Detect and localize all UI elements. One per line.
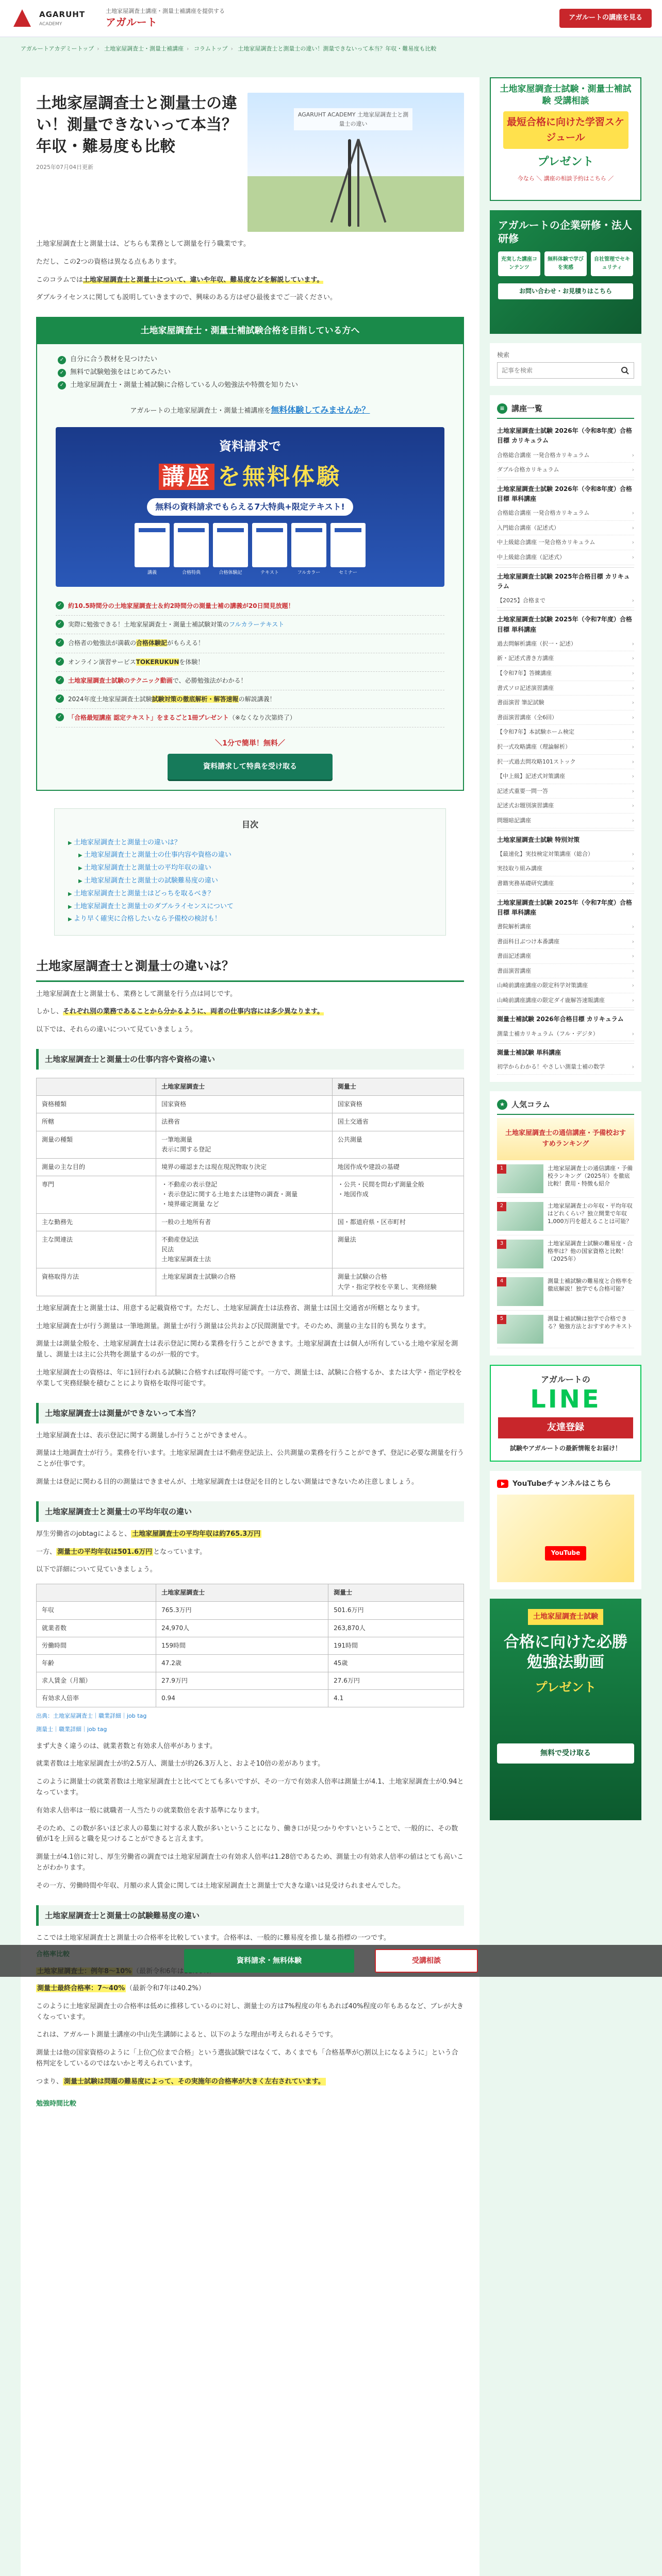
- table-cell: ・不動産の表示登記 ・表示登記に関する土地または建物の調査・測量 ・境界確定測量 など: [156, 1176, 333, 1214]
- toc-item[interactable]: ▶ 土地家屋調査士と測量士はどっちを取るべき？: [68, 888, 432, 901]
- search-icon[interactable]: [616, 363, 634, 378]
- free-trial-banner[interactable]: [56, 427, 444, 587]
- article-intro: [36, 239, 464, 303]
- course-item[interactable]: 択一式攻略講座（理論解析） ›: [497, 740, 634, 755]
- book-icon: 合格体験記: [213, 523, 248, 567]
- popular-column-item[interactable]: [497, 1160, 634, 1198]
- book-icon: フルカラー: [291, 523, 326, 567]
- banner-line3: 無料の資料請求でもらえる7大特典+限定テキスト!: [147, 498, 353, 516]
- hero-image: [247, 93, 464, 232]
- rank-number: 4: [497, 1277, 506, 1286]
- table-row: [37, 1654, 464, 1672]
- column-thumbnail: [497, 1315, 543, 1344]
- check-icon: ✓: [56, 676, 64, 684]
- table-cell: 24,970人: [156, 1619, 328, 1637]
- table-header-row: 土地家屋調査士 測量士: [37, 1584, 464, 1602]
- table-row: [37, 1619, 464, 1637]
- check-icon: ✓: [56, 638, 64, 647]
- course-item[interactable]: 中上級総合講座 一発合格カリキュラム ›: [497, 535, 634, 550]
- table-cell: 測量法: [332, 1231, 464, 1268]
- banner-line1: 資料請求で: [219, 438, 281, 453]
- table-cell: 公共測量: [332, 1131, 464, 1158]
- course-category[interactable]: 土地家屋調査士試験 2026年（令和8年度）合格目標 単科講座: [497, 480, 634, 506]
- popular-column-item[interactable]: [497, 1273, 634, 1311]
- course-item[interactable]: 【令和7年】答練講座 ›: [497, 666, 634, 681]
- paragraph: このように測量士の就業者数は土地家屋調査士と比べてとても多いですが、その一方で有効求人倍率は測量士が4.1、土地家屋調査士が0.94となっています。: [36, 1778, 464, 1797]
- toc-item[interactable]: ▶ 土地家屋調査士と測量士のダブルライセンスについて: [68, 901, 432, 913]
- header-cta-button[interactable]: アガルートの講座を見る: [559, 9, 652, 28]
- course-category[interactable]: 土地家屋調査士試験 2025年（令和7年度）合格目標 単科講座: [497, 610, 634, 636]
- rank-number: 5: [497, 1315, 506, 1324]
- study-time-heading: 勉強時間比較: [36, 2099, 77, 2108]
- course-item[interactable]: 合格総合講座 一発合格カリキュラム ›: [497, 448, 634, 463]
- check-icon: ✓: [56, 694, 64, 703]
- benefit-list: [37, 592, 463, 730]
- youtube-widget: [490, 1471, 641, 1589]
- column-title: 測量士補試験の難易度と合格率を徹底解説！独学でも合格可能？: [548, 1277, 633, 1293]
- course-category[interactable]: 測量士補試験 単科講座: [497, 1043, 634, 1060]
- table-cell: 45歳: [328, 1654, 464, 1672]
- paragraph: 測量士が4.1倍に対し、厚生労働省の調査では土地家屋調査士の有効求人倍率は1.28倍であるため、測量士の有効求人倍率の値はとても高いことがわかります。: [36, 1853, 464, 1872]
- consultation-ad[interactable]: [490, 77, 641, 201]
- youtube-thumbnail[interactable]: [497, 1495, 634, 1582]
- check-icon: ✓: [56, 657, 64, 666]
- course-item[interactable]: 【中上級】記述式対策講座 ›: [497, 769, 634, 784]
- table-cell: 年収: [37, 1602, 156, 1619]
- table-cell: 263,870人: [328, 1619, 464, 1637]
- logo-text: AGARUHT: [39, 10, 86, 20]
- table-cell: 求人賃金（月額）: [37, 1672, 156, 1690]
- rank-number: 2: [497, 1202, 506, 1211]
- table-header-row: 土地家屋調査士 測量士: [37, 1078, 464, 1095]
- table-cell: 資格種類: [37, 1096, 156, 1113]
- site-header: [0, 0, 662, 37]
- breadcrumb-column[interactable]: コラムトップ: [193, 45, 228, 52]
- paragraph: このように土地家屋調査士の合格率は低めに推移しているのに対し、測量士の方は7%程度の年もあれば40%程度の年もあるなど、ブレが大きくなっています。: [36, 2002, 464, 2021]
- table-cell: 国土交通省: [332, 1113, 464, 1131]
- paragraph: 土地家屋調査士は、表示登記に関する測量しか行うことができません。: [36, 1431, 251, 1439]
- breadcrumb-separator: ›: [187, 45, 189, 52]
- table-row: [37, 1176, 464, 1214]
- ad-highlight: 最短合格に向けた学習スケジュール: [503, 111, 628, 149]
- column-title: 測量士補試験は独学で合格できる？勉強方法とおすすめテキスト: [548, 1315, 633, 1330]
- course-category[interactable]: 土地家屋調査士試験 特別対策: [497, 831, 634, 847]
- benefit-item: ✓ 「合格最短講座 認定テキスト」をまるごと1冊プレゼント（※なくなり次第終了）: [56, 709, 444, 727]
- ad-button[interactable]: 無料で受け取る: [497, 1743, 634, 1763]
- banner-line2: 講座 を無料体験: [61, 459, 439, 495]
- table-row: [37, 1096, 464, 1113]
- ad-title: アガルートの企業研修・法人研修: [498, 219, 632, 245]
- cta-heading: 土地家屋調査士・測量士補試験合格を目指している方へ: [37, 318, 463, 344]
- paragraph: 以下では、それらの違いについて見ていきましょう。: [36, 1026, 197, 1034]
- intro-paragraph: ただし、この2つの資格は異なる点もあります。: [36, 258, 181, 266]
- benefit-item: ✓ 実際に勉強できる！土地家屋調査士・測量士補試験対策のフルカラーテキスト: [56, 616, 444, 634]
- table-cell: 地図作成や建設の基礎: [332, 1158, 464, 1176]
- section-heading: 土地家屋調査士と測量士の違いは？: [36, 956, 464, 981]
- course-item[interactable]: 書式ソロ記述演習講座 ›: [497, 681, 634, 696]
- breadcrumb-current: 土地家屋調査士と測量士の違い！測量できないって本当？年収・難易度も比較: [238, 45, 437, 52]
- course-item[interactable]: 【2025】合格まで ›: [497, 594, 634, 608]
- course-item[interactable]: 書面演習講座（全6回） ›: [497, 710, 634, 725]
- rank-number: 3: [497, 1240, 506, 1249]
- table-cell: 国家資格: [332, 1096, 464, 1113]
- course-item[interactable]: 入門総合講座（記述式） ›: [497, 521, 634, 536]
- course-item[interactable]: 過去問解析講座（択一・記述） ›: [497, 637, 634, 652]
- table-cell: 国・都道府県・区市町村: [332, 1213, 464, 1231]
- column-thumbnail: [497, 1164, 543, 1193]
- course-category[interactable]: 土地家屋調査士試験 2025年合格目標 カリキュラム: [497, 567, 634, 594]
- paragraph: 一方、 測量士の平均年収は501.6万円 となっています。: [36, 1548, 207, 1556]
- intro-paragraph: このコラムでは土地家屋調査士と測量士について、違いや年収、難易度などを解説しています。: [36, 276, 324, 284]
- course-item[interactable]: 書院解析講座 ›: [497, 920, 634, 935]
- popular-column-item[interactable]: [497, 1198, 634, 1235]
- table-cell: 191時間: [328, 1637, 464, 1654]
- course-item[interactable]: 択一式過去問攻略101ストック ›: [497, 755, 634, 770]
- cta-question-link[interactable]: 無料体験してみませんか？: [271, 404, 370, 415]
- inquiry-button[interactable]: お問い合わせ・お見積りはこちら: [498, 283, 633, 299]
- table-cell: 就業者数: [37, 1619, 156, 1637]
- corporate-training-ad[interactable]: [490, 210, 641, 334]
- column-title: 土地家屋調査士試験の難易度・合格率は？他の国家資格と比較！（2025年）: [548, 1240, 633, 1263]
- paragraph: しかし、それぞれ別の業務であることから分かるように、両者の仕事内容には多少異なります。: [36, 1008, 324, 1016]
- table-cell: 主な関連法: [37, 1231, 156, 1268]
- column-thumbnail: [497, 1202, 543, 1231]
- check-icon: ✓: [56, 601, 64, 609]
- table-cell: 境界の確認または現在現況物取り決定: [156, 1158, 333, 1176]
- line-ad-logo: LINE: [530, 1385, 601, 1414]
- course-item[interactable]: ダブル合格カリキュラム ›: [497, 463, 634, 478]
- cta-checklist: [37, 344, 463, 401]
- subsection-heading: 土地家屋調査士と測量士の仕事内容や資格の違い: [36, 1049, 464, 1070]
- line-ad-register: 友達登録: [498, 1417, 633, 1438]
- youtube-title: YouTubeチャンネルはこちら: [497, 1478, 634, 1489]
- table-cell: 年齢: [37, 1654, 156, 1672]
- breadcrumb-course[interactable]: 土地家屋調査士・測量士補講座: [104, 45, 184, 52]
- cta-lead: ＼1分で簡単！無料／: [215, 739, 285, 748]
- table-row: [37, 1158, 464, 1176]
- sticky-cta-bar: [0, 1945, 662, 1977]
- paragraph: つまり、 測量士試験は問題の難易度によって、その実施年の合格率が大きく左右されています。: [36, 2077, 325, 2086]
- table-cell: 501.6万円: [328, 1602, 464, 1619]
- paragraph: 以下で詳細について見ていきましょう。: [36, 1566, 157, 1574]
- header-brand-name[interactable]: アガルート: [106, 15, 157, 28]
- course-item[interactable]: 書面記述講座 ›: [497, 949, 634, 964]
- ad-title: 土地家屋調査士試験・測量士補試験 受講相談: [500, 84, 632, 106]
- course-item[interactable]: 書面演習 筆記試験 ›: [497, 696, 634, 710]
- header-brand: [106, 8, 225, 28]
- table-cell: 一筆地測量 表示に関する登記: [156, 1131, 333, 1158]
- popular-columns: [490, 1091, 641, 1355]
- course-item[interactable]: 【令和7年】本試験ホーム検定 ›: [497, 725, 634, 740]
- request-materials-button[interactable]: 資料請求して特典を受け取る: [168, 754, 333, 779]
- check-icon: ✓: [58, 381, 66, 389]
- table-cell: 27.9万円: [156, 1672, 328, 1690]
- intro-paragraph: 土地家屋調査士と測量士は、どちらも業務として測量を行う職業です。: [36, 240, 250, 248]
- logo-sub: ACADEMY: [39, 22, 62, 27]
- paragraph: 土地家屋調査士の資格は、年に1回行われる試験に合格すれば取得可能です。一方で、測量士は、試験に合格するか、または大学・指定学校を卒業して実務経験を積むことにより資格を取得可能です。: [36, 1368, 462, 1387]
- surveying-instrument-icon: [348, 139, 351, 227]
- paragraph: そのため、この数が多いほど求人の募集に対する求人数が多いということになり、働き口が見つかりやすいということで、一般的に、その数値が1を上回ると職を見つけることができると言えます。: [36, 1824, 458, 1843]
- table-cell: 159時間: [156, 1637, 328, 1654]
- table-cell: 27.6万円: [328, 1672, 464, 1690]
- subsection-heading: 土地家屋調査士と測量士の試験難易度の違い: [36, 1905, 464, 1926]
- column-title: 土地家屋調査士の年収・平均年収はどれくらい？独立開業で年収1,000万円を超えることは可能？: [548, 1202, 633, 1225]
- search-widget: [490, 343, 641, 386]
- toc-item[interactable]: ▶ 土地家屋調査士と測量士の違いは？: [68, 837, 432, 850]
- table-cell: 0.94: [156, 1690, 328, 1707]
- check-item: ✓ 土地家屋調査士・測量士補試験に合格している人の勉強法や特徴を知りたい: [58, 380, 442, 391]
- course-category[interactable]: 土地家屋調査士試験 2025年（令和7年度）合格目標 単科講座: [497, 893, 634, 920]
- sticky-consult-button[interactable]: 受講相談: [375, 1949, 478, 1973]
- ad-feature: 充実した講座コンテンツ: [498, 251, 540, 276]
- breadcrumb-separator: ›: [230, 45, 233, 52]
- table-cell: 4.1: [328, 1690, 464, 1707]
- popular-column-item[interactable]: [497, 1235, 634, 1273]
- subsection-heading: 土地家屋調査士は測量ができないって本当？: [36, 1403, 464, 1423]
- crown-icon: ★: [497, 1099, 507, 1110]
- course-list-title: ≡ 講座一覧: [497, 402, 634, 419]
- ranking-banner[interactable]: 土地家屋調査士の通信講座・予備校おすすめランキング: [497, 1118, 634, 1160]
- site-logo[interactable]: [10, 8, 85, 29]
- toc-item[interactable]: ▶ より早く確実に合格したいなら予備校の検討も！: [68, 913, 432, 926]
- check-item: ✓ 自分に合う教材を見つけたい: [58, 354, 442, 365]
- benefit-item: ✓ 2024年度土地家屋調査士試験試験対策の徹底解析・解答速報の解説講義！: [56, 690, 444, 709]
- book-icon: テキスト・解説講義: [135, 523, 170, 567]
- table-row: [37, 1268, 464, 1296]
- ad-feature: 自社管理でセキュリティ: [591, 251, 633, 276]
- source-link[interactable]: 測量士｜職業詳細｜job tag: [36, 1726, 107, 1733]
- cta-question: アガルートの土地家屋調査士・測量士補講座を無料体験してみませんか？: [130, 404, 370, 415]
- breadcrumb: [0, 37, 662, 59]
- paragraph: 測量は土地調査士が行う。業務を行います。土地家屋調査士は不動産登記法上、公共測量の業務を行うことができず、登記に必要な測量を行うことが仕事です。: [36, 1449, 464, 1468]
- table-cell: 一般の土地所有者: [156, 1213, 333, 1231]
- table-row: [37, 1213, 464, 1231]
- search-box: [497, 362, 634, 379]
- paragraph: 厚生労働省のjobtagによると、 土地家屋調査士の平均年収は約765.3万円: [36, 1530, 261, 1538]
- benefit-item: ✓ オンライン演習サービスTOKERUKUNを体験！: [56, 653, 444, 672]
- popular-column-item[interactable]: [497, 1311, 634, 1348]
- search-input[interactable]: [498, 363, 616, 378]
- check-icon: ✓: [58, 356, 66, 364]
- table-row: [37, 1602, 464, 1619]
- paragraph: これは、アガルート測量士講座の中山先生講師によると、以下のような理由が考えられるそうです。: [36, 2031, 337, 2039]
- benefit-item: ✓ 合格者の勉強法が満載の合格体験記がもらえる！: [56, 634, 444, 653]
- table-row: [37, 1672, 464, 1690]
- table-cell: 資格取得方法: [37, 1268, 156, 1296]
- course-list: [490, 395, 641, 1082]
- banner-books: [61, 523, 439, 575]
- logo-mark-icon: [10, 8, 34, 29]
- course-item[interactable]: 新・記述式書き方講座 ›: [497, 651, 634, 666]
- check-icon: ✓: [58, 369, 66, 377]
- popular-title: ★ 人気コラム: [497, 1098, 634, 1115]
- ad-present: プレゼント: [537, 155, 594, 168]
- table-cell: 測量士試験の合格 大学・指定学校を卒業し、実務経験: [332, 1268, 464, 1296]
- intro-paragraph: ダブルライセンスに関しても説明していきますので、興味のある方はぜひ最後までご一読ください。: [36, 294, 337, 302]
- course-item[interactable]: 山崎前講座講座の限定ダイ鹿解答速報講座 ›: [497, 993, 634, 1008]
- ad-present: プレゼント: [535, 1680, 597, 1694]
- toc-item[interactable]: ▶ 土地家屋調査士と測量士の平均年収の違い: [68, 862, 432, 875]
- breadcrumb-separator: ›: [97, 45, 100, 52]
- course-item[interactable]: 書面演習講座 ›: [497, 964, 634, 979]
- course-item[interactable]: 中上級総合講座（記述式） ›: [497, 550, 634, 565]
- table-cell: ・公共・民間を問わず測量全般 ・地図作成: [332, 1176, 464, 1214]
- header-tagline: 土地家屋調査士講座・測量士補講座を提供する: [106, 8, 225, 15]
- course-item[interactable]: 山崎前講座講座の限定科学対策講座 ›: [497, 978, 634, 993]
- table-cell: 法務省: [156, 1113, 333, 1131]
- book-icon: テキスト: [252, 523, 287, 567]
- book-icon: 合格特典: [174, 523, 209, 567]
- course-category[interactable]: 測量士補試験 2026年合格目標 カリキュラム: [497, 1010, 634, 1026]
- table-cell: 765.3万円: [156, 1602, 328, 1619]
- line-ad-text: 試験やアガルートの最新情報をお届け！: [510, 1444, 621, 1452]
- surveying-tripod-icon: [335, 124, 382, 222]
- table-cell: 所轄: [37, 1113, 156, 1131]
- ad-note: 今なら ＼ 講座の相談予約はこちら ／: [517, 175, 614, 182]
- search-label: 検索: [497, 351, 510, 359]
- paragraph: 土地家屋調査士が行う測量は一筆地測量。測量士が行う測量は公共および民間測量です。そのため、測量の主な目的も異なります。: [36, 1322, 431, 1330]
- table-row: [37, 1637, 464, 1654]
- paragraph: 土地家屋調査士と測量士は、用意する記載資格です。ただし、土地家屋調査士は法務省、測量士は国土交通省が所轄となります。: [36, 1304, 424, 1312]
- youtube-button[interactable]: YouTube: [545, 1546, 587, 1560]
- ad-feature: 無料体験で学びを実感: [544, 251, 587, 276]
- hero-caption: AGARUHT ACADEMY 土地家屋調査士と測量士の違い: [294, 108, 412, 130]
- course-item[interactable]: 書籍実務基礎研究講座 ›: [497, 876, 634, 891]
- ad-features: [498, 251, 633, 276]
- toc-item[interactable]: ▶ 土地家屋調査士と測量士の仕事内容や資格の違い: [68, 849, 432, 862]
- toc-title: 目次: [241, 820, 258, 830]
- paragraph: その一方、労働時間や年収、月額の求人賃金に関しては土地家屋調査士と測量士で大きな違いは見受けられませんでした。: [36, 1882, 405, 1890]
- table-row: [37, 1690, 464, 1707]
- study-video-ad[interactable]: [490, 1599, 641, 1820]
- paragraph: 土地家屋調査士と測量士も、業務として測量を行う点は同じです。: [36, 990, 237, 998]
- table-cell: 不動産登記法 民法 土地家屋調査士法: [156, 1231, 333, 1268]
- course-item[interactable]: 【最速化】実技検定対策講座（総合） ›: [497, 847, 634, 862]
- table-cell: 国家資格: [156, 1096, 333, 1113]
- paragraph: 測量士は測量全般を、土地家屋調査士は表示登記に関わる業務を行うことができます。土地家屋調査士は個人が所有している土地や家屋を測量し、測量士は主に公共物を測量するのが一般的です。: [36, 1340, 458, 1359]
- course-item[interactable]: 初学からわかる！やさしい測量士補の数学 ›: [497, 1060, 634, 1075]
- rank-number: 1: [497, 1164, 506, 1174]
- check-icon: ✓: [56, 620, 64, 628]
- course-category[interactable]: 土地家屋調査士試験 2026年（令和8年度）合格目標 カリキュラム: [497, 427, 632, 445]
- rate-item: 測量士最終合格率：7〜40% （最新令和7年は40.2%）: [37, 1985, 205, 1993]
- benefit-item: ✓ 土地家屋調査士試験のテクニック動画で、必勝勉強法がわかる！: [56, 672, 444, 690]
- table-row: [37, 1113, 464, 1131]
- table-cell: 専門: [37, 1176, 156, 1214]
- paragraph: 有効求人倍率は一般に就職者一人当たりの就業数倍を表す基準になります。: [36, 1806, 263, 1815]
- source-link[interactable]: 出典：土地家屋調査士｜職業詳細｜job tag: [36, 1713, 147, 1720]
- column-title: 土地家屋調査士の通信講座・予備校ランキング（2025年）を徹底比較！費用・特徴も紹介: [548, 1164, 633, 1188]
- table-of-contents: [54, 808, 446, 936]
- table-cell: 有効求人倍率: [37, 1690, 156, 1707]
- course-item[interactable]: 実技取り組み講座 ›: [497, 861, 634, 876]
- ad-headline: 合格に向けた必勝勉強法動画: [504, 1633, 627, 1671]
- table-cell: 主な勤務先: [37, 1213, 156, 1231]
- line-friend-ad[interactable]: [490, 1365, 641, 1462]
- line-ad-line1: アガルートの: [541, 1374, 590, 1384]
- article-main: [21, 77, 479, 2576]
- paragraph: 測量士は他の国家資格のように「上位◯位まで合格」という選抜試験ではなくて、あくまでも「合格基準が○割以上になるように」という合格判定をしているのではないかと考えられています。: [36, 2049, 458, 2067]
- book-icon: セミナー: [330, 523, 366, 567]
- paragraph: まず大きく違うのは、就業者数と有効求人倍率があります。: [36, 1742, 217, 1750]
- course-item[interactable]: 問題暗記講座 ›: [497, 814, 634, 828]
- article-hero: [36, 93, 464, 232]
- table-cell: 土地家屋調査士試験の合格: [156, 1268, 333, 1296]
- breadcrumb-home[interactable]: アガルートアカデミートップ: [21, 45, 94, 52]
- course-item[interactable]: 合格総合講座 一発合格カリキュラム ›: [497, 506, 634, 521]
- table-row: [37, 1131, 464, 1158]
- benefit-item: ✓ 約10.5時間分の土地家屋調査士＆約2時間分の測量士補の講義が20日間見放題！: [56, 597, 444, 616]
- course-item[interactable]: 測量士補カリキュラム（フル・デジタ） ›: [497, 1027, 634, 1042]
- check-item: ✓ 無料で試験勉強をはじめてみたい: [58, 367, 442, 378]
- paragraph: 測量士は登記に関わる目的の測量はできませんが、土地家屋調査士は登記を目的としない測量はできないため注意しましょう。: [36, 1478, 419, 1486]
- sticky-request-button[interactable]: 資料請求・無料体験: [184, 1949, 354, 1973]
- check-icon: ✓: [56, 713, 64, 721]
- comparison-table: [36, 1078, 464, 1296]
- cta-box: [36, 317, 464, 791]
- column-thumbnail: [497, 1277, 543, 1306]
- course-item[interactable]: 記述式お題別演習講座 ›: [497, 799, 634, 814]
- toc-item[interactable]: ▶ 土地家屋調査士と測量士の試験難易度の違い: [68, 875, 432, 888]
- paragraph: ここでは土地家屋調査士と測量士の合格率を比較しています。合格率は、一般的に難易度を推し量る指標の一つです。: [36, 1934, 390, 1942]
- salary-table: [36, 1584, 464, 1707]
- subsection-heading: 土地家屋調査士と測量士の平均年収の違い: [36, 1501, 464, 1522]
- article-title: 土地家屋調査士と測量士の違い！測量できないって本当？年収・難易度も比較: [36, 94, 237, 156]
- table-row: [37, 1231, 464, 1268]
- ad-label: 土地家屋調査士試験: [528, 1609, 603, 1624]
- sidebar: [490, 77, 641, 1829]
- course-item[interactable]: 記述式重要一問一答 ›: [497, 784, 634, 799]
- table-cell: 47.2歳: [156, 1654, 328, 1672]
- table-cell: 測量の主な目的: [37, 1158, 156, 1176]
- list-icon: ≡: [497, 403, 507, 414]
- youtube-icon: [497, 1480, 508, 1488]
- table-cell: 測量の種類: [37, 1131, 156, 1158]
- paragraph: 就業者数は土地家屋調査士が約2.5万人、測量士が約26.3万人と、およそ10倍の差があります。: [36, 1760, 325, 1768]
- course-item[interactable]: 書面科目ぶつけ本番講座 ›: [497, 935, 634, 950]
- table-cell: 労働時間: [37, 1637, 156, 1654]
- column-thumbnail: [497, 1240, 543, 1268]
- article-date: 2025年07月04日更新: [36, 164, 93, 171]
